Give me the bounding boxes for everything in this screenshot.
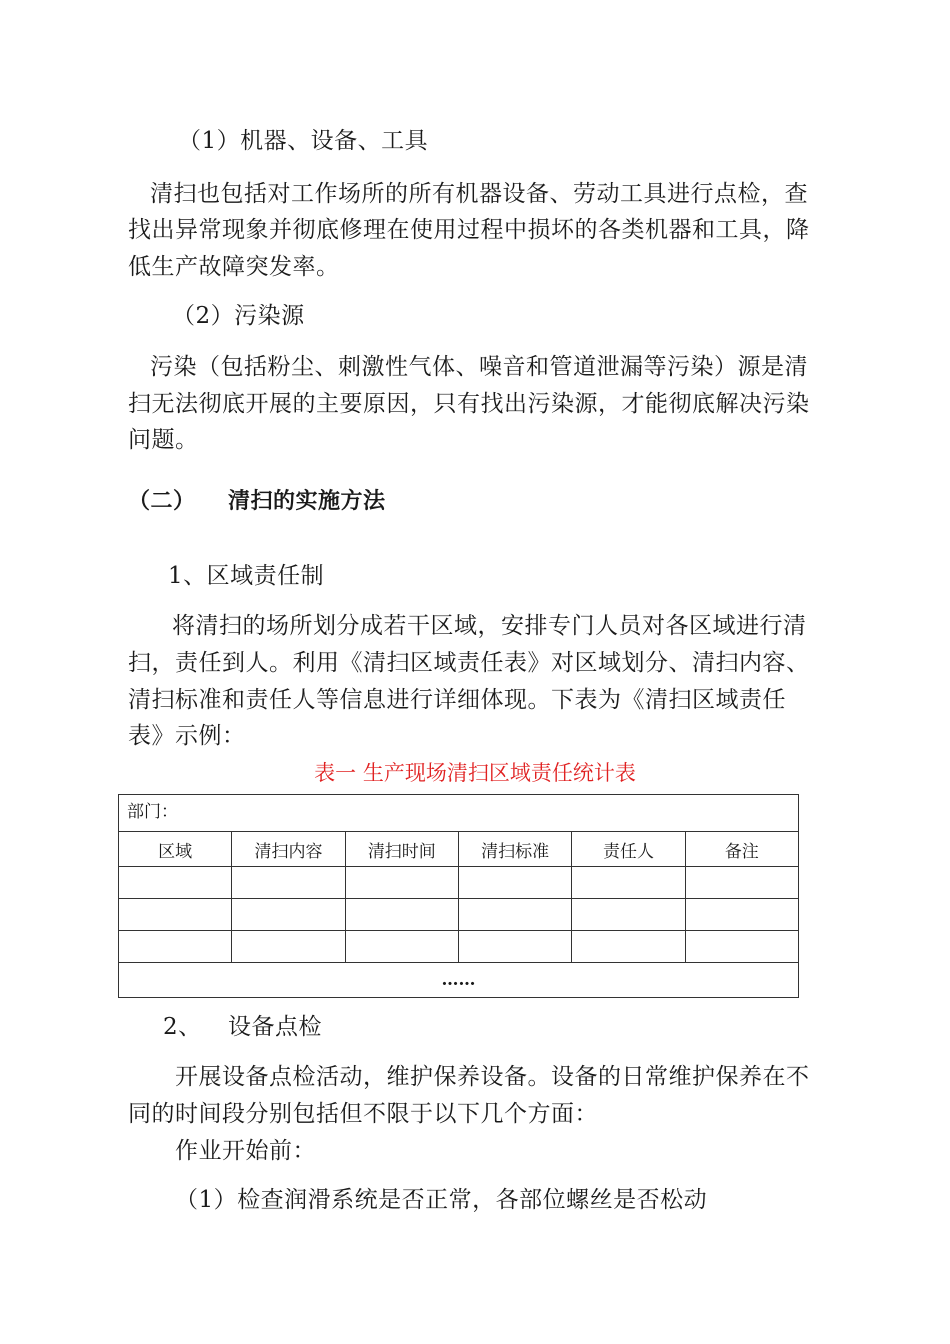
responsibility-table [118, 794, 799, 998]
column-header: 备注 [685, 832, 798, 867]
paragraph-line: 污染（包括粉尘、刺激性气体、噪音和管道泄漏等污染）源是清 [150, 354, 808, 380]
table-cell[interactable] [345, 867, 458, 899]
column-header: 责任人 [572, 832, 685, 867]
table-cell[interactable] [458, 867, 571, 899]
subsection-heading-title: 设备点检 [228, 1014, 322, 1040]
column-header: 区域 [119, 832, 232, 867]
paragraph-line: 作业开始前： [175, 1138, 316, 1164]
paragraph-line: 问题。 [128, 427, 199, 453]
paragraph-line: 将清扫的场所划分成若干区域，安排专门人员对各区域进行清 [172, 613, 807, 639]
paragraph-line: 同的时间段分别包括但不限于以下几个方面： [128, 1101, 598, 1127]
paragraph-line: 表》示例： [128, 723, 246, 749]
table-cell[interactable] [458, 899, 571, 931]
table-cell[interactable] [572, 931, 685, 963]
table-cell[interactable] [685, 931, 798, 963]
column-header: 清扫时间 [345, 832, 458, 867]
table-row [119, 931, 799, 963]
table-row [119, 867, 799, 899]
table-cell[interactable] [458, 931, 571, 963]
subsection-heading-number: 2、 [163, 1014, 202, 1040]
paragraph-line: 扫，责任到人。利用《清扫区域责任表》对区域划分、清扫内容、 [128, 650, 810, 676]
paragraph-line: 清扫也包括对工作场所的所有机器设备、劳动工具进行点检，查 [150, 181, 808, 207]
table-cell[interactable] [232, 931, 345, 963]
table-cell[interactable] [119, 931, 232, 963]
table-caption: 表一 生产现场清扫区域责任统计表 [314, 761, 636, 785]
section-heading-number: （二） [128, 489, 196, 514]
paragraph-line: （1）检查润滑系统是否正常，各部位螺丝是否松动 [175, 1187, 708, 1213]
department-cell[interactable]: 部门： [119, 795, 799, 832]
paragraph-line: 低生产故障突发率。 [128, 254, 340, 280]
table-cell[interactable] [119, 899, 232, 931]
paragraph-line: 找出异常现象并彻底修理在使用过程中损坏的各类机器和工具，降 [128, 217, 810, 243]
subsection-heading: 1、区域责任制 [168, 563, 325, 589]
column-header: 清扫标准 [458, 832, 571, 867]
table-cell[interactable] [572, 899, 685, 931]
table-row [119, 963, 799, 998]
table-cell[interactable] [119, 867, 232, 899]
table-header-row [119, 832, 799, 867]
table-cell[interactable] [685, 867, 798, 899]
table-cell[interactable] [345, 931, 458, 963]
table-cell[interactable] [232, 867, 345, 899]
table-cell[interactable] [685, 899, 798, 931]
paragraph-pollution-heading: （2）污染源 [172, 303, 305, 329]
paragraph-line: 开展设备点检活动，维护保养设备。设备的日常维护保养在不 [175, 1064, 810, 1090]
paragraph-line: 扫无法彻底开展的主要原因，只有找出污染源，才能彻底解决污染 [128, 391, 810, 417]
table-cell[interactable] [345, 899, 458, 931]
table-cell[interactable] [232, 899, 345, 931]
column-header: 清扫内容 [232, 832, 345, 867]
table-cell[interactable] [572, 867, 685, 899]
table-row [119, 899, 799, 931]
table-row [119, 795, 799, 832]
ellipsis-cell: …… [119, 963, 799, 998]
section-heading-title: 清扫的实施方法 [228, 489, 386, 514]
paragraph-line: 清扫标准和责任人等信息进行详细体现。下表为《清扫区域责任 [128, 687, 786, 713]
paragraph-machines-heading: （1）机器、设备、工具 [178, 128, 429, 154]
